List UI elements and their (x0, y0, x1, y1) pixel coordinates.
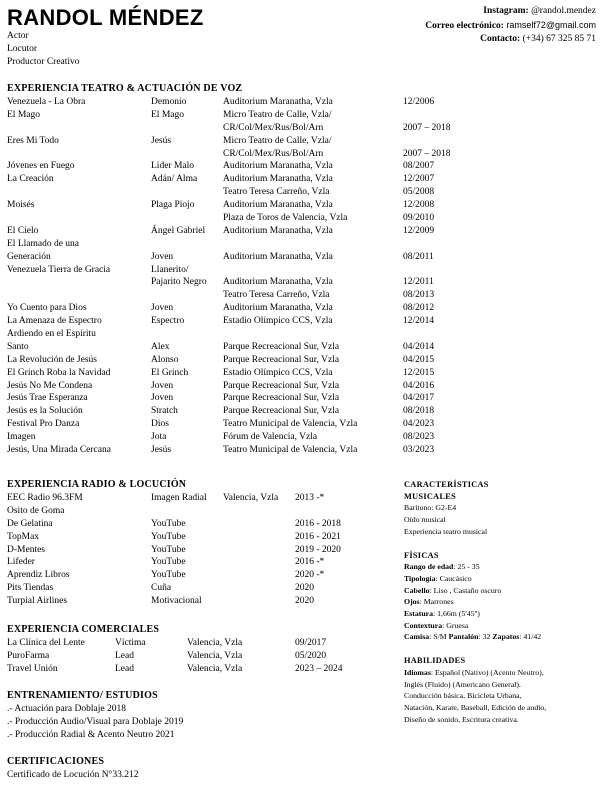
table-cell: Pajarito Negro (151, 277, 207, 288)
table-cell: Llanerito/ (151, 264, 189, 275)
table-cell: Joven (151, 303, 174, 314)
caracteristicas-panel (404, 479, 546, 725)
table-cell: 2023 – 2024 (295, 663, 343, 674)
table-cell: Aprendiz Libros (7, 570, 70, 581)
table-cell: 05/2020 (295, 650, 327, 661)
fisicas-item: Cabello: Liso , Castaño oscuro (404, 585, 502, 595)
table-cell: 2016 - 2018 (295, 518, 341, 529)
table-cell: Estadio Olímpico CCS, Vzla (223, 316, 333, 327)
table-cell: 12/2007 (403, 174, 435, 185)
table-cell: Motivacional (151, 596, 202, 607)
table-cell: 2020 (295, 583, 314, 594)
list-item: .- Actuación para Doblaje 2018 (7, 704, 126, 714)
table-cell: Auditorium Maranatha, Vzla (223, 277, 333, 288)
table-cell: 2016 -* (295, 557, 325, 568)
table-cell: Parque Recreacional Sur, Vzla (223, 341, 340, 352)
table-cell: Imagen (7, 432, 36, 443)
table-cell: Valencia, Vzla (187, 650, 243, 661)
table-cell: El Grinch (151, 367, 189, 378)
table-cell: Teatro Teresa Carreño, Vzla (223, 290, 330, 301)
contact-email: Correo electrónico: ramself72@gmail.com (425, 19, 596, 31)
fisicas-title: FÍSICAS (404, 550, 439, 560)
table-cell: 04/2015 (403, 354, 435, 365)
table-cell: Festival Pro Danza (7, 419, 80, 430)
table-cell: 05/2008 (403, 187, 435, 198)
table-cell: Teatro Teresa Carreño, Vzla (223, 187, 330, 198)
table-cell: 12/2008 (403, 200, 435, 211)
table-cell: 08/2011 (403, 251, 434, 262)
table-cell: Auditorium Maranatha, Vzla (223, 161, 333, 172)
table-cell: 2020 -* (295, 570, 325, 581)
table-cell: Micro Teatro de Calle, Vzla/ (223, 135, 332, 146)
table-cell: Jesús es la Solución (7, 406, 83, 417)
table-cell: Jesús (151, 135, 172, 146)
table-cell: 08/2012 (403, 303, 435, 314)
table-cell: Lead (115, 650, 134, 661)
musicales-item: Barítono: G2-E4 (404, 503, 457, 513)
table-cell: Estadio Olímpico CCS, Vzla (223, 367, 333, 378)
certificaciones-list (7, 769, 138, 782)
table-cell: Jóvenes en Fuego (7, 161, 75, 172)
fisicas-item: Tipología: Caucásico (404, 573, 472, 583)
table-cell: Joven (151, 393, 174, 404)
table-cell: 2020 (295, 596, 314, 607)
table-cell: Parque Recreacional Sur, Vzla (223, 406, 340, 417)
table-cell: Eres Mi Todo (7, 135, 59, 146)
table-cell: 04/2023 (403, 419, 435, 430)
radio-section-title: EXPERIENCIA RADIO & LOCUCIÓN (7, 479, 187, 490)
habilidades-line: Conducción básica, Bicicleta Urbana, (404, 691, 522, 701)
table-cell: Jesús No Me Condena (7, 380, 93, 391)
habilidades-line: Natación, Karate, Baseball, Edición de audio, (404, 702, 547, 712)
table-cell: 12/2014 (403, 316, 435, 327)
table-cell: Ardiendo en el Espíritu (7, 329, 96, 340)
table-cell: 08/2013 (403, 290, 435, 301)
table-cell: Valencia, Vzla (187, 638, 243, 648)
roles-list (7, 30, 80, 69)
table-cell: Dios (151, 419, 169, 430)
table-cell: 08/2007 (403, 161, 435, 172)
table-cell: Líder Malo (151, 161, 195, 172)
table-cell: 04/2016 (403, 380, 435, 391)
table-cell: 09/2017 (295, 638, 327, 648)
table-cell: YouTube (151, 518, 186, 529)
table-cell: 2019 - 2020 (295, 544, 341, 555)
table-cell: El Mago (7, 109, 40, 120)
teatro-section-title: EXPERIENCIA TEATRO & ACTUACIÓN DE VOZ (7, 83, 243, 94)
table-cell: Alex (151, 341, 170, 352)
table-cell: Jesús (151, 445, 172, 456)
table-cell: Yo Cuento para Dios (7, 303, 87, 314)
fisicas-item: Contextura: Gruesa (404, 620, 469, 630)
list-item: .- Producción Radial & Acento Neutro 2021 (7, 730, 175, 740)
musicales-item: Oído musical (404, 515, 446, 525)
role-item: Productor Creativo (7, 57, 80, 67)
table-cell: La Creación (7, 174, 54, 185)
table-cell: Auditorium Maranatha, Vzla (223, 251, 333, 262)
table-cell: Stratch (151, 406, 178, 417)
caracteristicas-title: CARACTERÍSTICAS (404, 480, 489, 489)
table-cell: YouTube (151, 531, 186, 542)
table-cell: Espectro (151, 316, 185, 327)
table-cell: TopMax (7, 531, 40, 542)
table-cell: Parque Recreacional Sur, Vzla (223, 354, 340, 365)
table-cell: Imagen Radial (151, 493, 207, 503)
table-cell: El Llamado de una (7, 238, 80, 249)
table-cell: Fórum de Valencia, Vzla (223, 432, 318, 443)
table-cell: Venezuela - La Obra (7, 97, 86, 107)
table-cell: De Gelatina (7, 518, 53, 529)
list-item: .- Producción Audio/Visual para Doblaje 2019 (7, 717, 184, 727)
table-cell: Joven (151, 380, 174, 391)
contact-phone: Contacto: (+34) 67 325 85 71 (480, 34, 596, 44)
table-cell: Demonio (151, 97, 187, 107)
table-cell: El Grinch Roba la Navidad (7, 367, 111, 378)
table-cell: 12/2011 (403, 277, 434, 288)
table-cell: Lifeder (7, 557, 35, 568)
table-cell: Parque Recreacional Sur, Vzla (223, 380, 340, 391)
table-cell: Santo (7, 341, 29, 352)
musicales-title: MUSICALES (404, 491, 457, 501)
table-cell: Moisés (7, 200, 35, 211)
musicales-item: Experiencia teatro musical (404, 526, 488, 536)
table-cell: Teatro Municipal de Valencia, Vzla (223, 419, 358, 430)
table-cell: Auditorium Maranatha, Vzla (223, 174, 333, 185)
table-cell: El Mago (151, 109, 184, 120)
table-cell: YouTube (151, 544, 186, 555)
habilidades-title: HABILIDADES (404, 656, 466, 666)
contact-instagram: Instagram: @randol.mendez (483, 6, 596, 16)
table-cell: Jesús, Una Mirada Cercana (7, 445, 111, 456)
table-cell: La Clínica del Lente (7, 638, 85, 648)
table-cell: Auditorium Maranatha, Vzla (223, 200, 333, 211)
table-cell: 04/2017 (403, 393, 435, 404)
table-cell: La Revolución de Jesús (7, 354, 97, 365)
table-cell: 2007 – 2018 (403, 122, 451, 133)
comerciales-section-title: EXPERIENCIA COMERCIALES (7, 624, 160, 635)
fisicas-item: Rango de edad: 25 - 35 (404, 562, 480, 572)
table-cell: Adán/ Alma (151, 174, 198, 185)
table-cell: Parque Recreacional Sur, Vzla (223, 393, 340, 404)
table-cell: Cuña (151, 583, 172, 594)
table-cell: El Cielo (7, 225, 39, 236)
table-cell: Venezuela Tierra de Gracia (7, 264, 111, 275)
table-cell: Micro Teatro de Calle, Vzla/ (223, 109, 332, 120)
table-cell: Osito de Goma (7, 505, 65, 516)
certificaciones-section-title: CERTIFICACIONES (7, 756, 105, 767)
table-cell: Plaza de Toros de Valencia, Vzla (223, 213, 348, 224)
table-cell: Ángel Gabriel (151, 225, 206, 236)
table-cell: 2013 -* (295, 493, 325, 503)
table-cell: CR/Col/Mex/Rus/Bol/Arn (223, 148, 324, 159)
table-cell: Turpial Airlines (7, 596, 68, 607)
table-cell: 12/2015 (403, 367, 435, 378)
table-cell: 12/2009 (403, 225, 435, 236)
table-cell: Pits Tiendas (7, 583, 54, 594)
table-cell: Teatro Municipal de Valencia, Vzla (223, 445, 358, 456)
table-cell: EEC Radio 96.3FM (7, 493, 83, 503)
table-cell: 2007 – 2018 (403, 148, 451, 159)
table-cell: Auditorium Maranatha, Vzla (223, 303, 333, 314)
table-cell: La Amenaza de Espectro (7, 316, 102, 327)
habilidades-line: Idiomas: Español (Nativo) (Acento Neutro), (404, 667, 544, 677)
role-item: Locutor (7, 44, 38, 54)
table-cell: 2016 - 2021 (295, 531, 341, 542)
table-cell: 08/2018 (403, 406, 435, 417)
table-cell: 09/2010 (403, 213, 435, 224)
table-cell: Auditorium Maranatha, Vzla (223, 225, 333, 236)
table-cell: Valencia, Vzla (223, 493, 279, 503)
habilidades-line: Inglés (Fluido) (Americano General). (404, 679, 521, 689)
table-cell: PuroFarma (7, 650, 50, 661)
table-cell: YouTube (151, 557, 186, 568)
table-cell: 12/2006 (403, 97, 435, 107)
list-item: Certificado de Locución N°33.212 (7, 770, 139, 780)
table-cell: Generación (7, 251, 51, 262)
table-cell: Alonso (151, 354, 179, 365)
table-cell: 08/2023 (403, 432, 435, 443)
entrenamiento-section-title: ENTRENAMIENTO/ ESTUDIOS (7, 690, 158, 701)
role-item: Actor (7, 31, 29, 41)
entrenamiento-list (7, 703, 183, 742)
table-cell: Jota (151, 432, 167, 443)
table-cell: Plaga Piojo (151, 200, 195, 211)
table-cell: Joven (151, 251, 174, 262)
fisicas-item: Estatura: 1,66m (5'45'') (404, 609, 480, 619)
contact-block (425, 5, 596, 47)
habilidades-line: Diseño de sonido, Escritura creativa. (404, 714, 519, 724)
table-cell: Auditorium Maranatha, Vzla (223, 97, 333, 107)
fisicas-sizes: Camisa: S/M Pantalón: 32 Zapatos: 41/42 (404, 632, 542, 642)
table-cell: Travel Unión (7, 663, 58, 674)
table-cell: Jesús Trae Esperanza (7, 393, 88, 404)
table-cell: CR/Col/Mex/Rus/Bol/Arn (223, 122, 324, 133)
fisicas-item: Ojos: Marrones (404, 597, 454, 607)
table-cell: 04/2014 (403, 341, 435, 352)
table-cell: 03/2023 (403, 445, 435, 456)
table-cell: Lead (115, 663, 134, 674)
candidate-name: RANDOL MÉNDEZ (7, 5, 204, 30)
table-cell: Valencia, Vzla (187, 663, 243, 674)
table-cell: D-Mentes (7, 544, 45, 555)
table-cell: Víctima (115, 638, 146, 648)
table-cell: YouTube (151, 570, 186, 581)
